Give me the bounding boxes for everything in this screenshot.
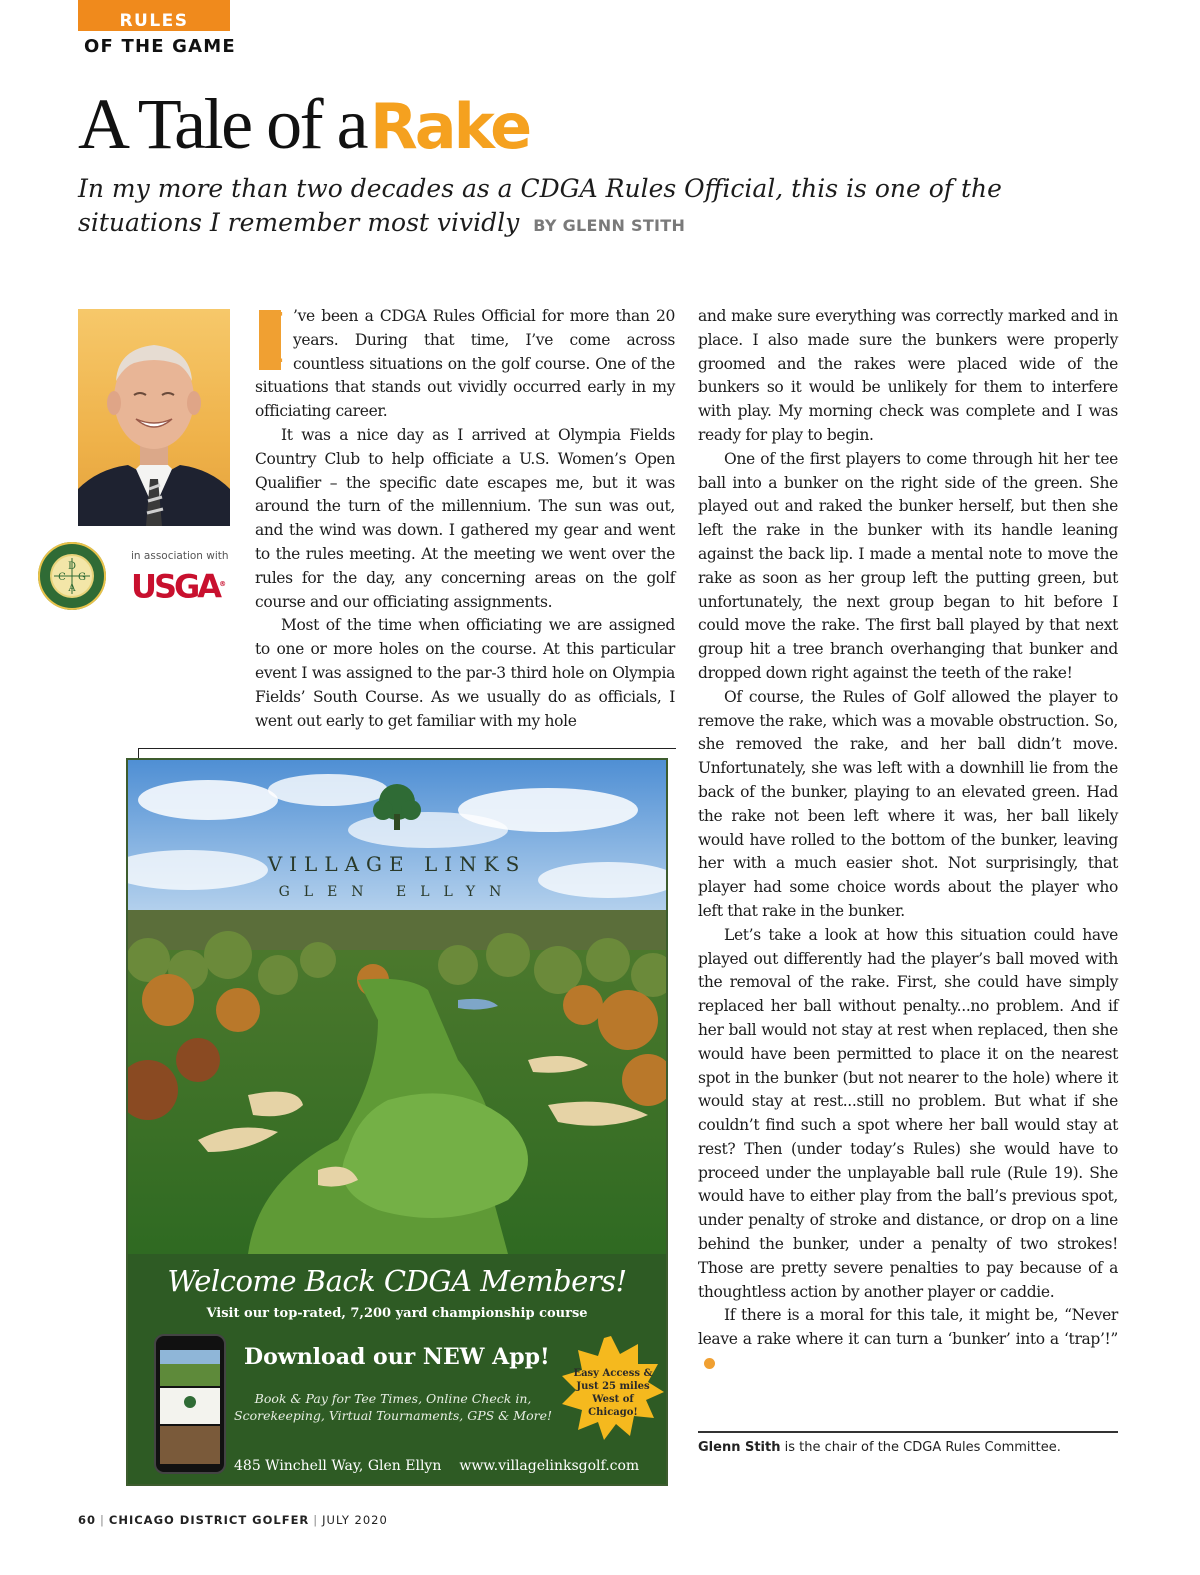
bio-text: is the chair of the CDGA Rules Committee. (780, 1440, 1061, 1455)
end-mark-icon (704, 1358, 715, 1369)
cdga-seal-icon (36, 540, 108, 612)
article-paragraph: and make sure everything was correctly marked and in place. I also made sure the bunkers were properly groomed and the rakes were placed wide of the bunkers so it would be unlikely for them to interfere with play. My morning check was complete and I was ready for play to begin. (698, 307, 1118, 444)
ad-book-text (228, 1390, 558, 1424)
ad-book-line: Book & Pay for Tee Times, Online Check in, (254, 1391, 532, 1406)
ad-welcome: Welcome Back CDGA Members! (167, 1264, 627, 1298)
usga-registered-mark: ® (219, 580, 227, 588)
section-subtitle: OF THE GAME (84, 36, 236, 57)
page-footer (78, 1513, 388, 1527)
paragraph-1-text: ’ve been a CDGA Rules Official for more than 20 years. During that time, I’ve come across countless situations on the golf course. One of the situations that stands out vividly occurred early in my officiating career. (255, 307, 675, 421)
cdga-letter-d: D (67, 561, 77, 572)
ad-brand-name: VILLAGE LINKS (267, 852, 527, 876)
ad-website-link[interactable]: www.villagelinksgolf.com (459, 1458, 640, 1474)
footer-separator: | (100, 1513, 105, 1527)
village-links-advertisement[interactable] (126, 758, 668, 1486)
cdga-letter-a: A (68, 583, 76, 594)
ad-brand-location: GLEN ELLYN (278, 884, 516, 900)
section-tab (78, 0, 230, 31)
bio-name: Glenn Stith (698, 1440, 781, 1455)
cdga-letter-c: C (58, 572, 66, 583)
burst-line-3: West of (592, 1394, 634, 1405)
issue-date: JULY 2020 (322, 1513, 388, 1527)
ad-brand (128, 852, 666, 900)
author-photo (78, 309, 230, 526)
headline-part1: A Tale of a (78, 84, 367, 164)
burst-line-4: Chicago! (588, 1407, 638, 1418)
article-paragraph: Most of the time when officiating we are assigned to one or more holes on the course. At this particular event I was assigned to the par-3 third hole on Olympia Fields’ South Course. As we usually do as officials, I went out early to get familiar with my hole (255, 616, 675, 730)
golf-course-illustration (128, 760, 666, 1254)
deck-text: In my more than two decades as a CDGA Rules Official, this is one of the situations I remember most vividly (78, 174, 1002, 237)
ad-panel (128, 1254, 666, 1484)
paragraph-7-text: If there is a moral for this tale, it might be, “Never leave a rake where it can turn a ‘bunker’ into a ‘trap’!” (698, 1306, 1118, 1349)
ad-book-line: Scorekeeping, Virtual Tournaments, GPS & More! (234, 1408, 552, 1423)
article-column-1 (255, 300, 675, 733)
article-column-2 (698, 305, 1118, 1376)
ad-frame-line (138, 748, 139, 758)
footer-separator: | (313, 1513, 319, 1527)
ad-frame-line (138, 748, 676, 749)
byline: BY GLENN STITH (533, 216, 686, 235)
usga-logo (131, 566, 226, 605)
page-number: 60 (78, 1513, 97, 1527)
author-portrait-illustration (78, 309, 230, 526)
ad-download-app: Download our NEW App! (244, 1344, 550, 1370)
article-paragraph: Of course, the Rules of Golf allowed the player to remove the rake, which was a movable obstruction. So, she removed the rake, and her ball didn’t move. Unfortunately, she was left with a downhill lie from the back of the bunker, playing to an elevated green. Had the rake not been left where it was, her ball likely would have rolled to the bottom of the bunker, leaving her with a much easier shot. Not surprisingly, that player had some choice words about the player who left that rake in the bunker. (698, 687, 1118, 920)
article-paragraph: One of the first players to come through hit her tee ball into a bunker on the right side of the green. She played out and raked the bunker herself, but then she left the rake in the bunker with its handle leaning against the back lip. I made a mental note to move the rake as soon as her group left the putting green, but unfortunately, the next group began to hit before I could move the rake. The first ball played by that next group hit a tree branch overhanging that bunker and dropped down right against the teeth of the rake! (698, 449, 1118, 682)
ad-address: 485 Winchell Way, Glen Ellyn (234, 1458, 442, 1474)
app-phone-icon (154, 1334, 226, 1474)
article-paragraph: Let’s take a look at how this situation could have played out differently had the player’s ball moved with the removal of the rake. First, she could have simply replaced her ball without penalty...no problem. And if her ball would not stay at rest when replaced, then she would have been permitted to place it on the nearest spot in the bunker (but not nearer to the hole) where it would stay at rest...still no problem. But what if she couldn’t find such a spot where her ball would stay at rest? Then (under today’s Rules) she would have to proceed under the unplayable ball rule (Rule 19). She would have to either play from the ball’s previous spot, under penalty of stroke and distance, or drop on a line behind the bunker, under a penalty of two strokes! Those are pretty severe penalties to pay because of a thoughtless action by another player or caddie. (698, 925, 1118, 1301)
ad-visit: Visit our top-rated, 7,200 yard championship course (206, 1306, 588, 1321)
burst-line-1: Easy Access & (573, 1368, 653, 1379)
logo-row (36, 540, 236, 610)
burst-line-2: Just 25 miles (576, 1381, 650, 1392)
golf-course-photo (128, 760, 666, 1254)
cdga-letter-g: G (78, 572, 86, 583)
headline-rake: Rake (370, 90, 530, 163)
publication-name: CHICAGO DISTRICT GOLFER (108, 1513, 310, 1527)
drop-cap (259, 300, 286, 379)
article-paragraph: It was a nice day as I arrived at Olympia Fields Country Club to help officiate a U.S. Women’s Open Qualifier – the specific date escapes me, but it was around the turn of the millennium. The sun was out, and the wind was down. I gathered my gear and went to the rules meeting. At the meeting we went over the rules for the day, any concerning areas on the golf course and our officiating assignments. (255, 425, 675, 611)
usga-wordmark: USGA (131, 567, 220, 606)
author-bio (698, 1439, 1118, 1456)
article-paragraph (698, 1304, 1118, 1375)
section-tab-label: RULES (119, 11, 189, 31)
drop-cap-letter: I (259, 300, 286, 379)
association-text: in association with (131, 550, 229, 562)
deck (78, 172, 1118, 243)
article-paragraph (255, 300, 675, 424)
bio-divider (698, 1431, 1118, 1433)
starburst-badge-icon (556, 1334, 666, 1444)
phone-screen-illustration (156, 1336, 224, 1472)
headline (78, 84, 529, 183)
ad-address-line (234, 1458, 664, 1474)
